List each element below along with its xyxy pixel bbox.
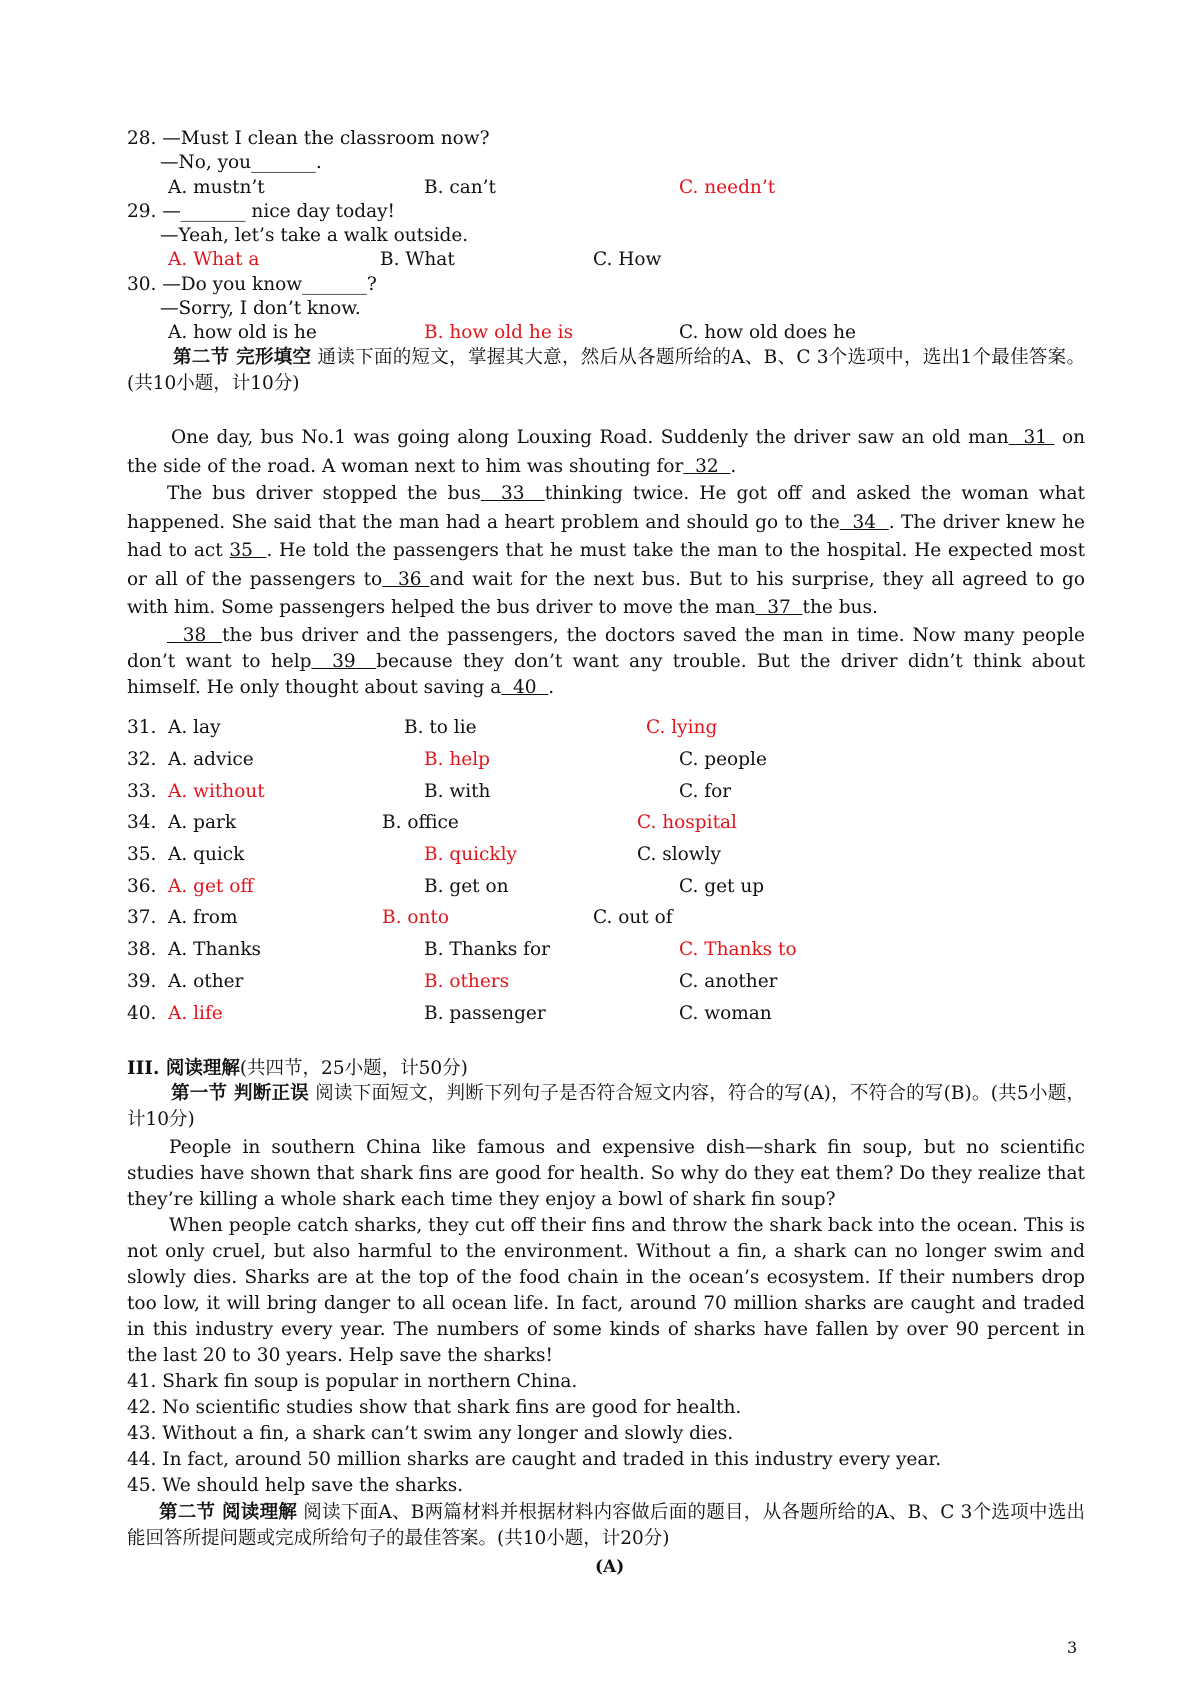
option-a: A. advice (168, 749, 254, 770)
blank-32: 32 (695, 455, 719, 477)
option-b-answer: B. how old he is (424, 322, 574, 343)
statement-42: 42. No scientific studies show that shark fins are good for health. (127, 1397, 742, 1418)
option-number: 32. (127, 749, 157, 770)
option-number: 40. (127, 1003, 157, 1024)
option-b: B. to lie (404, 717, 477, 738)
option-b-answer: B. quickly (424, 844, 517, 865)
instruction-text: 阅读下面A、B两篇材料并根据材料内容做后面的题目，从各题所给的A、B、C 3个选项中选出能回答所提问题或完成所给句子的最佳答案。(共10小题，计20分) (127, 1502, 1085, 1549)
option-number: 39. (127, 971, 157, 992)
option-b: B. Thanks for (424, 939, 550, 960)
option-a: A. park (168, 812, 237, 833)
question-text: 28. —Must I clean the classroom now? (127, 128, 490, 149)
statement-43: 43. Without a fin, a shark can’t swim any longer and slowly dies. (127, 1423, 734, 1444)
option-c: C. out of (593, 907, 673, 928)
option-b: B. passenger (424, 1003, 546, 1024)
blank-38: 38 (182, 625, 207, 646)
statement-41: 41. Shark fin soup is popular in northern China. (127, 1371, 578, 1392)
blank-40: 40 (512, 677, 537, 698)
option-a: A. mustn’t (168, 177, 265, 198)
option-c: C. woman (679, 1003, 772, 1024)
cloze-paragraph-1: One day, bus No.1 was going along Louxing Road. Suddenly the driver saw an old man 31 on the side of the road. A woman next to him was shouting for 32 . (127, 427, 1085, 477)
question-text: 29. —_______ nice day today! (127, 201, 395, 222)
reading-s1-instruction (127, 1081, 1085, 1133)
option-b-answer: B. help (424, 749, 490, 770)
option-c: C. how old does he (679, 322, 856, 343)
option-number: 35. (127, 844, 157, 865)
option-number: 33. (127, 781, 157, 802)
option-c: C. How (593, 249, 662, 270)
option-c: C. slowly (637, 844, 722, 865)
option-a: A. Thanks (168, 939, 262, 960)
reading-paragraph-1: People in southern China like famous and expensive dish—shark fin soup, but no scientific studies have shown that shark fins are good for health. So why do they eat them? Do they realize that they’re killing a whole shark each time they enjoy a bowl of shark fin soup? (127, 1137, 1085, 1210)
reading-paragraph-2: When people catch sharks, they cut off their fins and throw the shark back into the ocean. This is not only cruel, but also harmful to the environment. Without a fin, a shark can no longer swim and slowly dies. Sharks are at the top of the food chain in the ocean’s ecosystem. If their numbers drop too low, it will bring danger to all ocean life. In fact, around 70 million sharks are caught and traded in this industry every year. The numbers of some kinds of sharks have fallen by over 90 percent in the last 20 to 30 years. Help save the sharks! (127, 1215, 1085, 1366)
option-a-answer: A. without (168, 781, 265, 802)
question-reply: —No, you_______. (160, 152, 322, 173)
option-b: B. get on (424, 876, 509, 897)
option-c-answer: C. hospital (637, 812, 737, 833)
option-b-answer: B. others (424, 971, 510, 992)
option-number: 31. (127, 717, 157, 738)
statement-44: 44. In fact, around 50 million sharks are caught and traded in this industry every year. (127, 1449, 942, 1470)
section-title-note: (共四节，25小题，计50分) (239, 1058, 468, 1079)
instruction-text: 阅读下面短文，判断下列句子是否符合短文内容，符合的写(A)，不符合的写(B)。(共5小题，计10分) (127, 1083, 1085, 1130)
option-c-answer: C. lying (646, 717, 718, 738)
question-reply: —Yeah, let’s take a walk outside. (160, 225, 469, 246)
option-c: C. get up (679, 876, 765, 897)
option-c: C. for (679, 781, 732, 802)
question-text: 30. —Do you know_______? (127, 274, 377, 295)
option-a: A. lay (168, 717, 221, 738)
option-a: A. quick (168, 844, 245, 865)
cloze-paragraph-2: The bus driver stopped the bus 33 thinking twice. He got off and asked the woman what happened. She said that the man had a heart problem and should go to the 34 . The driver knew he had to act 35 . He told the passengers that he must take the man to the hospital. He expected most or all of the passengers to 36 and wait for the next bus. But to his surprise, they all agreed to go with him. Some passengers helped the bus driver to move the man 37 the bus. (127, 483, 1086, 618)
option-a-answer: A. life (168, 1003, 223, 1024)
option-c: C. another (679, 971, 778, 992)
option-a-answer: A. get off (168, 876, 254, 897)
option-c: C. people (679, 749, 767, 770)
option-b: B. with (424, 781, 491, 802)
option-a: A. how old is he (168, 322, 317, 343)
blank-39: 39 (332, 651, 356, 672)
section-title (127, 1057, 468, 1081)
section-heading: 第二节 完形填空 (173, 347, 312, 368)
option-a: A. from (168, 907, 238, 928)
page-number: 3 (1067, 1638, 1078, 1657)
blank-31: 31 (1023, 427, 1048, 448)
part-label: (A) (595, 1557, 625, 1577)
option-b: B. What (380, 249, 455, 270)
blank-36: 36 (398, 568, 422, 590)
option-b: B. office (382, 812, 459, 833)
blank-33: 33 (501, 483, 525, 504)
section-title-main: III. 阅读理解 (127, 1058, 240, 1079)
statement-45: 45. We should help save the sharks. (127, 1475, 464, 1496)
cloze-instruction (127, 345, 1085, 397)
reading-s2-instruction (127, 1500, 1085, 1552)
blank-37: 37 (767, 597, 791, 618)
option-a: A. other (168, 971, 244, 992)
option-number: 38. (127, 939, 157, 960)
instruction-text: 通读下面的短文，掌握其大意，然后从各题所给的A、B、C 3个选项中，选出1个最佳答案。(共10小题，计10分) (127, 347, 1085, 394)
option-c-answer: C. needn’t (679, 177, 776, 198)
option-number: 36. (127, 876, 157, 897)
option-b: B. can’t (424, 177, 496, 198)
section-heading: 第一节 判断正误 (171, 1083, 310, 1104)
cloze-paragraph-3: 38 the bus driver and the passengers, the doctors saved the man in time. Now many people don’t want to help 39 because they don’t want any trouble. But the driver didn’t think about himself. He only thought about saving a 40 . (127, 625, 1086, 698)
option-number: 34. (127, 812, 157, 833)
option-number: 37. (127, 907, 157, 928)
section-heading: 第二节 阅读理解 (159, 1502, 298, 1523)
option-c-answer: C. Thanks to (679, 939, 797, 960)
option-a-answer: A. What a (168, 249, 260, 270)
blank-35: 35 (229, 540, 253, 561)
question-reply: —Sorry, I don’t know. (160, 298, 361, 319)
option-b-answer: B. onto (382, 907, 449, 928)
blank-34: 34 (852, 511, 877, 533)
